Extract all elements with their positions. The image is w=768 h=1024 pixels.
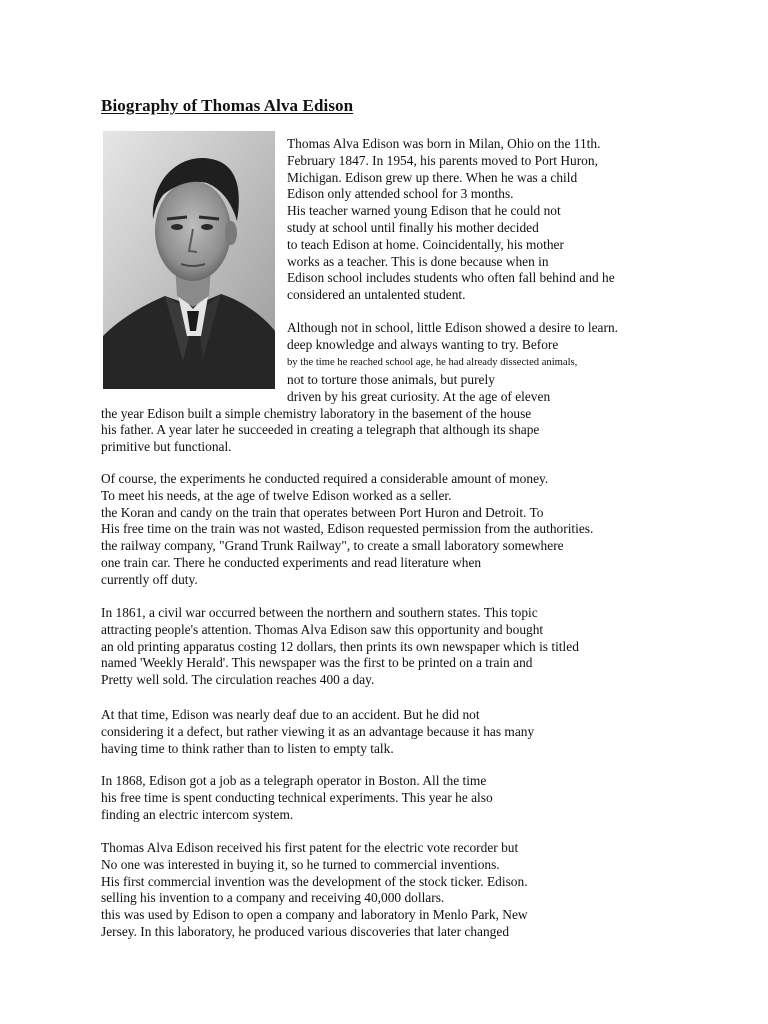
document-title: Biography of Thomas Alva Edison (101, 96, 354, 115)
paragraph-1-line: considered an untalented student. (287, 287, 466, 303)
paragraph-6-line: finding an electric intercom system. (101, 806, 294, 822)
paragraph-7-line: His first commercial invention was the development of the stock ticker. Edison. (101, 873, 528, 889)
paragraph-3-line: His free time on the train was not wasted, Edison requested permission from the authorities. (101, 521, 594, 537)
paragraph-5-line: having time to think rather than to listen to empty talk. (101, 740, 394, 756)
edison-portrait-photo (103, 131, 275, 389)
paragraph-2-line: the year Edison built a simple chemistry laboratory in the basement of the house (101, 405, 532, 421)
paragraph-3-line: Of course, the experiments he conducted required a considerable amount of money. (101, 471, 549, 486)
paragraph-7-line: selling his invention to a company and receiving 40,000 dollars. (101, 890, 445, 906)
paragraph-3-line: the railway company, "Grand Trunk Railway", to create a small laboratory somewhere (101, 538, 564, 554)
paragraph-5-line: considering it a defect, but rather viewing it as an advantage because it has many (101, 723, 535, 739)
paragraph-2-line: not to torture those animals, but purely (287, 371, 495, 387)
paragraph-2-line: primitive but functional. (101, 439, 232, 455)
paragraph-2-line: deep knowledge and always wanting to try. Before (287, 336, 559, 352)
paragraph-1-line: Michigan. Edison grew up there. When he was a child (287, 169, 578, 185)
paragraph-2-line: by the time he reached school age, he had already dissected animals, (287, 356, 578, 368)
paragraph-1-line: Edison school includes students who often fall behind and he (287, 270, 615, 286)
paragraph-3-line: the Koran and candy on the train that operates between Port Huron and Detroit. To (101, 504, 544, 520)
paragraph-2-line: driven by his great curiosity. At the age of eleven (287, 388, 551, 404)
paragraph-2-line: his father. A year later he succeeded in creating a telegraph that although its shape (101, 422, 540, 438)
paragraph-1-line: February 1847. In 1954, his parents moved to Port Huron, (287, 152, 598, 168)
paragraph-1-line: His teacher warned young Edison that he could not (287, 203, 561, 219)
paragraph-7-line: Jersey. In this laboratory, he produced various discoveries that later changed (101, 924, 510, 939)
paragraph-4-line: named 'Weekly Herald'. This newspaper was the first to be printed on a train and (101, 655, 533, 671)
paragraph-4-line: an old printing apparatus costing 12 dollars, then prints its own newspaper which is titled (101, 638, 579, 654)
paragraph-1-line: to teach Edison at home. Coincidentally, his mother (287, 236, 564, 252)
paragraph-3-line: To meet his needs, at the age of twelve Edison worked as a seller. (101, 487, 452, 503)
paragraph-7-line: this was used by Edison to open a company and laboratory in Menlo Park, New (101, 907, 528, 923)
paragraph-6-line: his free time is spent conducting technical experiments. This year he also (101, 789, 493, 805)
paragraph-1-line: works as a teacher. This is done because when in (287, 253, 549, 269)
paragraph-1-line: Thomas Alva Edison was born in Milan, Ohio on the 11th. (287, 136, 601, 151)
paragraph-4-line: In 1861, a civil war occurred between the northern and southern states. This topic (101, 605, 538, 620)
paragraph-4-line: Pretty well sold. The circulation reaches 400 a day. (101, 672, 375, 688)
paragraph-1-line: study at school until finally his mother decided (287, 220, 539, 235)
paragraph-7-line: Thomas Alva Edison received his first patent for the electric vote recorder but (101, 840, 519, 855)
paragraph-3-line: one train car. There he conducted experiments and read literature when (101, 555, 482, 570)
paragraph-7-line: No one was interested in buying it, so he turned to commercial inventions. (101, 856, 500, 872)
paragraph-3-line: currently off duty. (101, 571, 198, 587)
paragraph-6-line: In 1868, Edison got a job as a telegraph operator in Boston. All the time (101, 773, 487, 788)
paragraph-1-line: Edison only attended school for 3 months. (287, 186, 514, 202)
paragraph-4-line: attracting people's attention. Thomas Alva Edison saw this opportunity and bought (101, 621, 544, 637)
paragraph-5-line: At that time, Edison was nearly deaf due to an accident. But he did not (101, 707, 480, 722)
paragraph-2-line: Although not in school, little Edison showed a desire to learn. (287, 320, 618, 335)
